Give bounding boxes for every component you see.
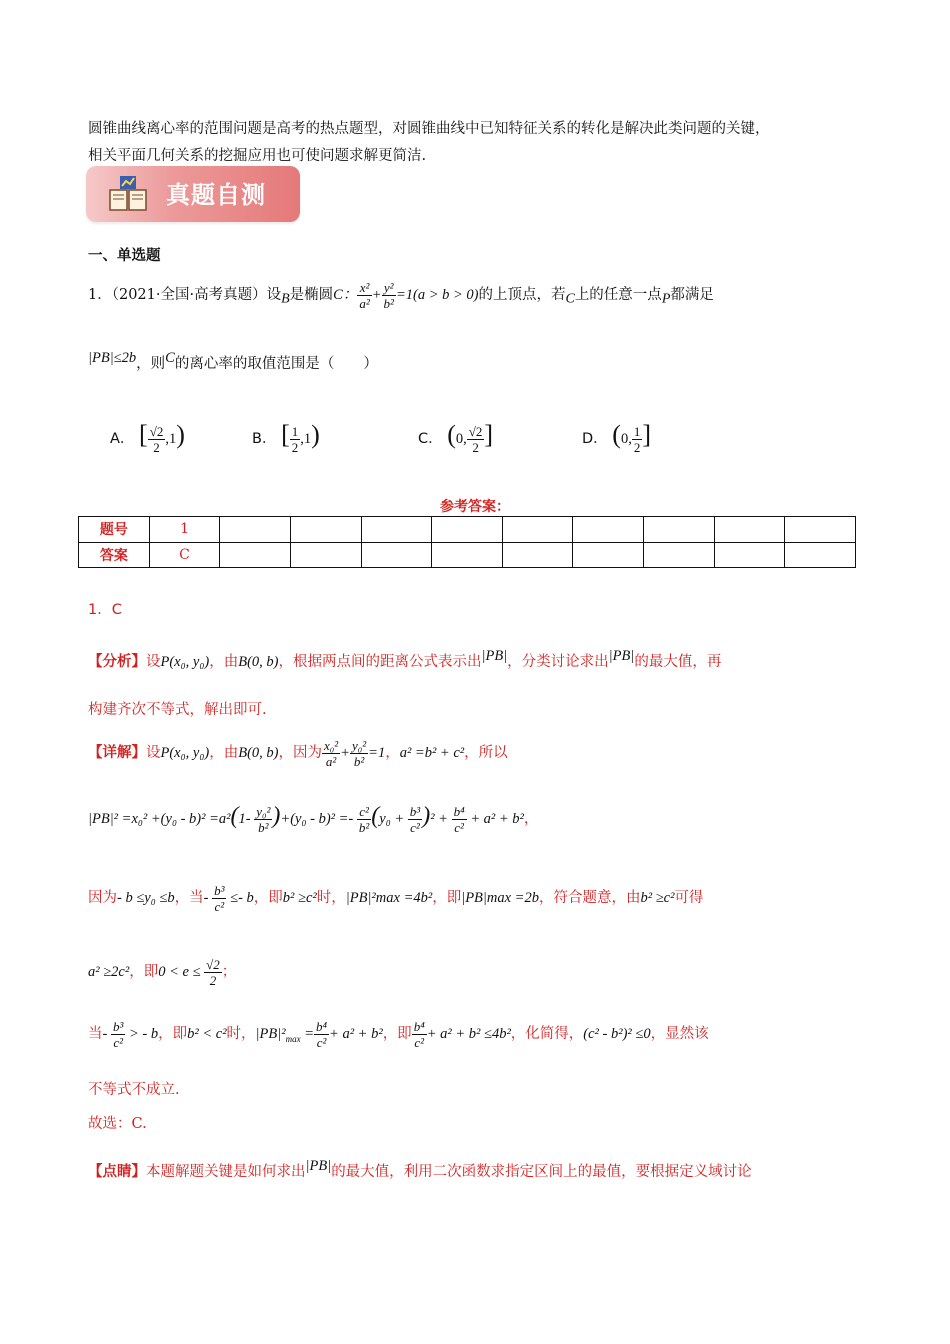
var-c: C — [165, 350, 175, 366]
table-cell — [290, 517, 361, 543]
math-cond: b² ≥c² — [282, 890, 317, 906]
math-b: B(0, b) — [238, 653, 279, 670]
table-row — [79, 542, 856, 568]
math-cond: b² ≥c² — [640, 890, 675, 906]
case2-end-line: 不等式不成立. — [88, 1082, 180, 1098]
question-source: （2021·全国·高考真题）设 — [111, 286, 282, 303]
math-cond: - $\frac{\text{b³}}{\text{c²}}$ ≤- b — [203, 883, 254, 915]
choose-line: 故选：C. — [88, 1116, 147, 1132]
table-cell — [644, 517, 715, 543]
math-pb: |PB| — [481, 648, 508, 664]
comment-tag: 【点睛】 — [88, 1162, 146, 1180]
answer-line: 1．C — [88, 602, 122, 618]
case1-result-line — [88, 956, 888, 988]
option-a[interactable]: A． [ $\frac{√2}{2}$ ,1) — [110, 420, 185, 455]
option-label: D． — [582, 431, 608, 447]
table-header: 答案 — [79, 542, 150, 568]
math-max: |PB|max =2b — [461, 890, 539, 906]
comment-text: 的最大值，利用二次函数求指定区间上的最值，要根据定义域讨论 — [331, 1163, 752, 1180]
case-text: ，即 — [432, 890, 462, 906]
question-line-1 — [88, 280, 878, 314]
case-text: 时， — [316, 890, 346, 906]
intro-line-1: 圆锥曲线离心率的范围问题是高考的热点题型，对圆锥曲线中已知特征关系的转化是解决此类问题的关键， — [88, 121, 770, 137]
table-cell — [573, 517, 644, 543]
table-cell — [432, 517, 503, 543]
detail-line-1 — [88, 738, 888, 769]
table-cell — [502, 517, 573, 543]
case-text: ，即 — [382, 1026, 412, 1042]
question-text: 都满足 — [670, 286, 714, 303]
question-text: 的离心率的取值范围是（ ） — [174, 355, 378, 372]
table-cell — [785, 542, 856, 568]
math-simpl: (c² - b²)² ≤0 — [583, 1026, 651, 1042]
case-text: 当 — [88, 1026, 103, 1042]
table-cell — [573, 542, 644, 568]
book-icon — [106, 172, 150, 216]
math-max: $|PB|^2_{max}$ = $\frac{\text{b⁴}}{\text{c²}}$ + a² + b² — [255, 1019, 383, 1051]
intro-line-2: 相关平面几何关系的挖掘应用也可使问题求解更简洁. — [88, 148, 427, 164]
math-abc: a² =b² + c² — [399, 745, 465, 761]
option-b[interactable]: B． [ $\frac{1}{2}$ ,1) — [252, 420, 320, 455]
case-text: ，当 — [174, 890, 204, 906]
answer-table — [78, 516, 856, 568]
detail-text: ，所以 — [464, 745, 508, 761]
analysis-line-2: 构建齐次不等式，解出即可. — [88, 702, 267, 718]
var-b: B — [281, 291, 290, 307]
math-cond: - $\frac{\text{b³}}{\text{c²}}$ > - b — [102, 1019, 159, 1051]
case-text: ，即 — [129, 964, 159, 980]
math-range: - b ≤y₀ ≤b — [117, 890, 175, 906]
section-title: 一、单选题 — [88, 248, 161, 264]
case-text: ，化简得， — [510, 1026, 584, 1042]
ellipse-equation: C： $\frac{\text{x²}}{\text{a²}}$ + $\frac{\text{y²}}{\text{b²}}$ =1(a > b > 0) — [333, 280, 479, 311]
option-label: C． — [418, 431, 443, 447]
math-p: P(x₀, y₀) — [160, 653, 210, 670]
analysis-text: ，分类讨论求出 — [507, 653, 609, 670]
table-cell — [220, 542, 291, 568]
table-header: 题号 — [79, 517, 150, 543]
question-line-2 — [88, 344, 878, 378]
analysis-tag: 【分析】 — [88, 652, 146, 670]
math-e-range: 0 < e ≤ $\frac{√2}{2}$ — [158, 957, 220, 989]
table-cell — [714, 542, 785, 568]
table-cell — [220, 517, 291, 543]
detail-tag: 【详解】 — [88, 744, 146, 761]
analysis-line-1 — [88, 642, 888, 676]
detail-text: 设 — [146, 745, 161, 761]
comment-line — [88, 1152, 888, 1186]
answer-title: 参考答案： — [440, 499, 510, 515]
case-text: 因为 — [88, 890, 117, 906]
var-p: P — [661, 291, 671, 307]
detail-equation: $\frac{\text{x₀²}}{\text{a²}}$ + $\frac{\text{y₀²}}{\text{b²}}$ =1 — [323, 738, 386, 770]
question-text: 的上顶点，若 — [478, 286, 566, 303]
math-ineq: $\frac{\text{b⁴}}{\text{c²}}$ + a² + b² ≤4b² — [413, 1019, 511, 1051]
table-cell: 1 — [149, 517, 220, 543]
analysis-text: 设 — [146, 653, 161, 670]
table-cell — [432, 542, 503, 568]
analysis-text: ，由 — [209, 653, 239, 670]
math-pb: |PB| — [608, 648, 635, 664]
table-cell — [502, 542, 573, 568]
detail-text: ，由 — [209, 745, 239, 761]
section-banner — [86, 166, 300, 222]
detail-text: ， — [523, 811, 539, 827]
case-text: ，即 — [253, 890, 283, 906]
pb-squared-formula: |PB|² =x₀² +(y₀ - b)² =a²(1- $\frac{\text{y₀²}}{\text{b²}}$ )+(y₀ - b)² =- $\frac{\text{c²}}{\text{b²}}$ (y₀ + $\frac{\text{b³}}{\text{c²}}$ )² + $\frac{\text{b⁴}}{\text{c²}}$ + a² + b² — [88, 803, 524, 836]
math-b: B(0, b) — [238, 745, 279, 761]
case1-line — [88, 882, 888, 914]
case-text: ，显然该 — [650, 1026, 709, 1042]
table-cell — [714, 517, 785, 543]
option-label: A． — [110, 431, 135, 447]
case-text: ，符合题意，由 — [538, 890, 641, 906]
comment-text: 本题解题关键是如何求出 — [146, 1163, 306, 1180]
table-cell — [785, 517, 856, 543]
case2-line — [88, 1018, 888, 1055]
question-number: 1． — [88, 286, 112, 303]
condition: |PB|≤2b — [88, 350, 137, 366]
intro-paragraph — [88, 116, 868, 170]
question-text: 是椭圆 — [289, 286, 334, 303]
math-res: a² ≥2c² — [88, 964, 130, 980]
question-text: ，则 — [136, 355, 166, 372]
option-c[interactable]: C． (0, $\frac{√2}{2}$ ] — [418, 420, 494, 455]
analysis-text: ，根据两点间的距离公式表示出 — [278, 653, 482, 670]
table-cell: C — [149, 542, 220, 568]
option-d[interactable]: D． (0, $\frac{1}{2}$ ] — [582, 420, 651, 455]
option-label: B． — [252, 431, 277, 447]
detail-text: ， — [385, 745, 400, 761]
detail-text: ，因为 — [278, 745, 322, 761]
analysis-text: 的最大值，再 — [634, 653, 722, 670]
math-cond: b² < c² — [187, 1026, 227, 1042]
case-text: 时， — [226, 1026, 256, 1042]
math-pb: |PB| — [305, 1158, 332, 1174]
math-p: P(x₀, y₀) — [160, 745, 210, 761]
var-c: C — [565, 291, 575, 307]
table-cell — [361, 542, 432, 568]
table-row — [79, 517, 856, 543]
question-text: 上的任意一点 — [574, 286, 662, 303]
case-text: ； — [221, 964, 237, 980]
math-max: |PB|²max =4b² — [345, 890, 433, 906]
case-text: ，即 — [158, 1026, 188, 1042]
table-cell — [290, 542, 361, 568]
banner-title: 真题自测 — [166, 181, 266, 209]
table-cell — [361, 517, 432, 543]
table-cell — [644, 542, 715, 568]
case-text: 可得 — [674, 890, 704, 906]
detail-formula — [88, 796, 888, 839]
